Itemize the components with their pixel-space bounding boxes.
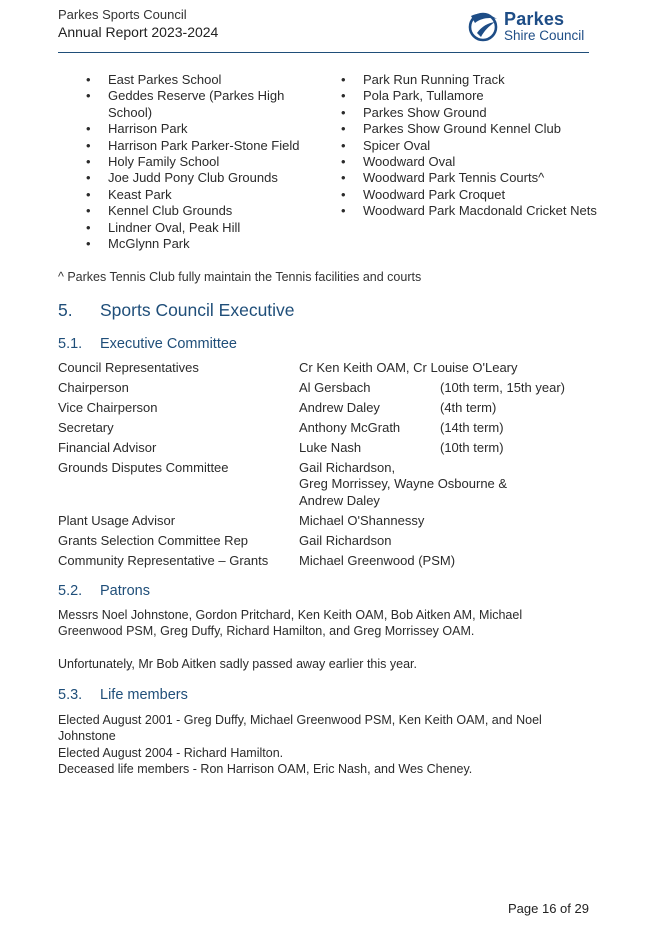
list-item: • Holy Family School bbox=[84, 154, 314, 170]
role-label: Community Representative – Grants bbox=[58, 552, 269, 568]
role-label: Plant Usage Advisor bbox=[58, 512, 176, 528]
table-row bbox=[58, 533, 598, 549]
venue-list-left bbox=[84, 72, 314, 252]
table-row bbox=[58, 360, 598, 376]
member-names bbox=[299, 460, 589, 509]
section-number: 5.2. bbox=[58, 583, 83, 599]
member-names-line: Greg Morrissey, Wayne Osbourne & bbox=[299, 476, 508, 492]
role-label: Financial Advisor bbox=[58, 440, 157, 455]
life-members-block bbox=[58, 712, 588, 778]
table-row bbox=[58, 460, 598, 509]
list-item: • East Parkes School bbox=[84, 72, 314, 88]
term-info: (10th term, 15th year) bbox=[440, 380, 565, 395]
list-item: • Parkes Show Ground Kennel Club bbox=[339, 121, 599, 137]
list-item: • Lindner Oval, Peak Hill bbox=[84, 220, 314, 236]
life-members-line: Elected August 2001 - Greg Duffy, Michael Greenwood PSM, Ken Keith OAM, and Noel Johnstone bbox=[58, 713, 542, 744]
list-item: • Woodward Park Croquet bbox=[339, 187, 599, 203]
list-item: • Spicer Oval bbox=[339, 138, 599, 154]
tennis-footnote: ^ Parkes Tennis Club fully maintain the Tennis facilities and courts bbox=[58, 270, 422, 284]
list-item: • Keast Park bbox=[84, 187, 314, 203]
member-names: Cr Ken Keith OAM, Cr Louise O'Leary bbox=[299, 360, 518, 375]
page-number: Page 16 of 29 bbox=[508, 901, 589, 916]
term-info: (4th term) bbox=[440, 400, 497, 415]
list-item: • Harrison Park Parker-Stone Field bbox=[84, 138, 314, 154]
section-title: Patrons bbox=[100, 583, 150, 599]
member-name: Luke Nash bbox=[299, 440, 362, 455]
member-names-line: Andrew Daley bbox=[299, 492, 380, 508]
list-item: • Woodward Park Tennis Courts^ bbox=[339, 170, 599, 186]
list-item: • Woodward Park Macdonald Cricket Nets bbox=[339, 203, 599, 219]
header-report-title: Annual Report 2023-2024 bbox=[58, 24, 219, 40]
executive-committee-table bbox=[58, 360, 598, 573]
role-label: Vice Chairperson bbox=[58, 400, 158, 415]
list-item: • Kennel Club Grounds bbox=[84, 203, 314, 219]
section-number: 5. bbox=[58, 300, 73, 320]
section-number: 5.1. bbox=[58, 336, 83, 352]
table-row bbox=[58, 553, 598, 569]
member-name: Al Gersbach bbox=[299, 380, 371, 395]
list-item: • Woodward Oval bbox=[339, 154, 599, 170]
list-item: • Harrison Park bbox=[84, 121, 314, 137]
term-info: (14th term) bbox=[440, 420, 504, 435]
logo-wordmark bbox=[504, 10, 584, 43]
section-5-2-heading bbox=[58, 583, 150, 599]
section-title: Executive Committee bbox=[100, 336, 237, 352]
table-row bbox=[58, 380, 598, 396]
table-row bbox=[58, 513, 598, 529]
council-logo bbox=[466, 8, 590, 44]
list-item: • Geddes Reserve (Parkes High School) bbox=[84, 88, 314, 121]
table-row bbox=[58, 440, 598, 456]
role-label: Council Representatives bbox=[58, 360, 199, 375]
list-item: • Parkes Show Ground bbox=[339, 105, 599, 121]
member-name: Anthony McGrath bbox=[299, 420, 401, 435]
member-name: Michael O'Shannessy bbox=[299, 512, 425, 528]
life-members-line: Deceased life members - Ron Harrison OAM, Eric Nash, and Wes Cheney. bbox=[58, 762, 473, 777]
patrons-note: Unfortunately, Mr Bob Aitken sadly passed away earlier this year. bbox=[58, 657, 417, 671]
section-5-1-heading bbox=[58, 336, 237, 352]
venue-list-right bbox=[339, 72, 599, 220]
table-row bbox=[58, 400, 598, 416]
header-org-name: Parkes Sports Council bbox=[58, 7, 187, 22]
header-divider bbox=[58, 52, 589, 53]
role-label: Grants Selection Committee Rep bbox=[58, 532, 249, 548]
member-name: Michael Greenwood (PSM) bbox=[299, 552, 456, 568]
life-members-line: Elected August 2004 - Richard Hamilton. bbox=[58, 745, 284, 760]
member-name: Gail Richardson bbox=[299, 532, 392, 548]
role-label: Secretary bbox=[58, 420, 114, 435]
section-number: 5.3. bbox=[58, 687, 83, 703]
member-name: Andrew Daley bbox=[299, 400, 380, 415]
section-title: Sports Council Executive bbox=[100, 300, 295, 320]
table-row bbox=[58, 420, 598, 436]
logo-line-2: Shire Council bbox=[504, 27, 585, 43]
list-item: • Pola Park, Tullamore bbox=[339, 88, 599, 104]
section-5-heading bbox=[58, 300, 295, 321]
section-5-3-heading bbox=[58, 687, 188, 703]
role-label: Grounds Disputes Committee bbox=[58, 460, 229, 475]
list-item: • McGlynn Park bbox=[84, 236, 314, 252]
logo-line-1: Parkes bbox=[504, 8, 565, 29]
term-info: (10th term) bbox=[440, 440, 504, 455]
parkes-shire-swoosh-icon bbox=[466, 9, 500, 43]
member-names-line: Gail Richardson, bbox=[299, 460, 396, 475]
section-title: Life members bbox=[100, 687, 188, 703]
role-label: Chairperson bbox=[58, 380, 129, 395]
list-item: • Joe Judd Pony Club Grounds bbox=[84, 170, 314, 186]
list-item: • Park Run Running Track bbox=[339, 72, 599, 88]
patrons-paragraph: Messrs Noel Johnstone, Gordon Pritchard, Ken Keith OAM, Bob Aitken AM, Michael Greenwood PSM, Greg Duffy, Richard Hamilton, and Greg Morrissey OAM. bbox=[58, 608, 523, 639]
